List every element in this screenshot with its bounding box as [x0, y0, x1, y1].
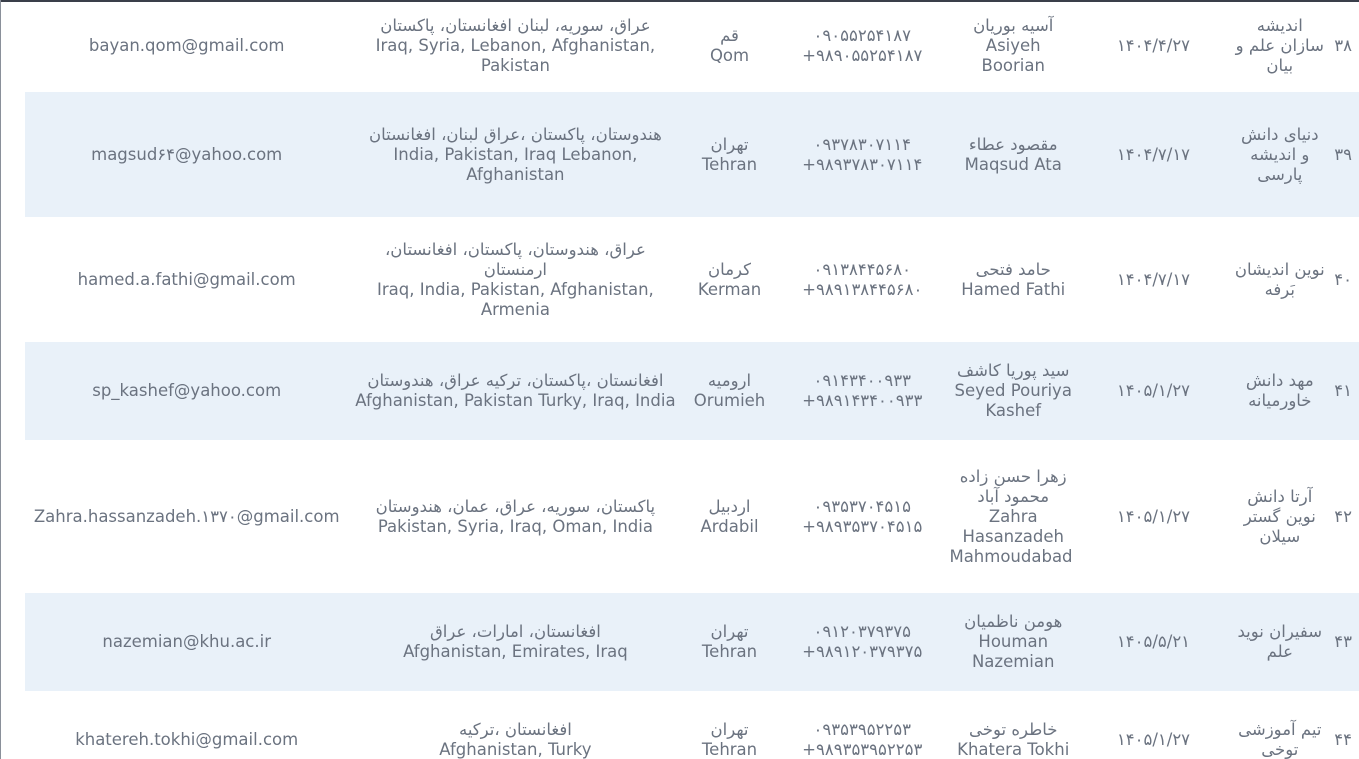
countries [348, 342, 682, 440]
city [682, 440, 776, 593]
row-number: ۴۲ [1334, 506, 1352, 526]
countries-en: Iraq, India, Pakistan, Afghanistan, Armenia [377, 279, 654, 319]
phone-intl: +۹۸۹۳۵۳۷۰۴۵۱۵ [802, 516, 923, 536]
name-en: Seyed Pouriya Kashef [954, 381, 1072, 420]
name-en: Asiyeh Boorian [981, 36, 1045, 75]
name-fa: زهرا حسن زاده محمود آباد [959, 466, 1067, 506]
table-row [25, 217, 1359, 342]
name-en: Zahra Hasanzadeh Mahmoudabad [949, 506, 1073, 566]
city-en: Qom [709, 46, 750, 65]
city-fa: تهران [710, 622, 749, 641]
email: khatereh.tokhi@gmail.com [75, 730, 299, 749]
name-fa: آسیه بوریان [973, 16, 1054, 35]
table-row [25, 593, 1359, 691]
contract-date: ۱۴۰۴/۷/۱۷ [1079, 92, 1229, 217]
phone-local: ۰۹۰۵۵۲۵۴۱۸۷ [813, 26, 912, 45]
city-fa: تهران [710, 720, 749, 739]
table-row [25, 342, 1359, 440]
countries [348, 593, 682, 691]
city-fa: تهران [710, 134, 749, 154]
phone-numbers [777, 92, 948, 217]
agents-table [25, 0, 1359, 759]
countries [348, 92, 682, 217]
countries-fa: افغانستان ،ترکیه [458, 720, 572, 739]
contract-date: ۱۴۰۵/۱/۲۷ [1116, 730, 1191, 749]
name-en: Hamed Fathi [961, 279, 1066, 299]
phone-intl: +۹۸۹۱۳۸۴۴۵۶۸۰ [802, 279, 923, 299]
city [682, 342, 776, 440]
institute-name: آرتا دانش نوین گستر سیلان [1243, 486, 1316, 546]
contract-date: ۱۴۰۴/۷/۱۷ [1116, 269, 1191, 289]
countries-fa: افغانستان، امارات، عراق [429, 622, 601, 641]
representative-name [948, 217, 1079, 342]
table-row [25, 440, 1359, 593]
email: sp_kashef@yahoo.com [25, 342, 348, 440]
countries [348, 691, 682, 759]
phone-intl: +۹۸۹۰۵۵۲۵۴۱۸۷ [802, 46, 923, 65]
representative-name [948, 593, 1079, 691]
city [682, 217, 776, 342]
contract-date: ۱۴۰۵/۱/۲۷ [1079, 342, 1229, 440]
row-number: ۴۳ [1331, 593, 1359, 691]
phone-numbers [777, 0, 948, 92]
phone-numbers [777, 691, 948, 759]
city-fa: کرمان [708, 259, 751, 279]
countries-fa: پاکستان، سوریه، عراق، عمان، هندوستان [375, 496, 656, 516]
phone-numbers [777, 440, 948, 593]
phone-local: ۰۹۳۵۳۹۵۲۲۵۳ [813, 720, 912, 739]
city-en: Tehran [701, 740, 758, 759]
countries-fa: عراق، هندوستان، پاکستان، افغانستان، ارمنستان [384, 239, 646, 279]
phone-local: ۰۹۱۴۳۴۰۰۹۳۳ [813, 371, 912, 390]
name-fa: مقصود عطاء [968, 134, 1058, 154]
city-en: Tehran [701, 642, 758, 661]
email: nazemian@khu.ac.ir [25, 593, 348, 691]
city [682, 691, 776, 759]
phone-numbers [777, 342, 948, 440]
phone-intl: +۹۸۹۳۵۳۹۵۲۲۵۳ [802, 740, 923, 759]
email: magsud۶۴@yahoo.com [25, 92, 348, 217]
name-fa: خاطره توخی [969, 720, 1058, 739]
row-number: ۳۹ [1331, 92, 1359, 217]
countries-en: Afghanistan, Emirates, Iraq [403, 642, 628, 661]
representative-name [948, 0, 1079, 92]
contract-date: ۱۴۰۴/۴/۲۷ [1116, 36, 1191, 55]
phone-local: ۰۹۳۵۳۷۰۴۵۱۵ [813, 496, 912, 516]
countries-fa: افغانستان ،پاکستان، ترکیه عراق، هندوستان [367, 371, 664, 390]
countries [348, 0, 682, 92]
name-fa: سید پوریا کاشف [957, 361, 1070, 380]
city [682, 92, 776, 217]
email: bayan.qom@gmail.com [88, 36, 285, 55]
contract-date: ۱۴۰۵/۱/۲۷ [1116, 506, 1191, 526]
contract-date: ۱۴۰۵/۵/۲۱ [1079, 593, 1229, 691]
name-en: Houman Nazemian [971, 632, 1055, 671]
phone-intl: +۹۸۹۳۷۸۳۰۷۱۱۴ [802, 154, 923, 174]
name-en: Maqsud Ata [964, 154, 1062, 174]
table-row [25, 92, 1359, 217]
city-en: Orumieh [693, 391, 766, 410]
countries-en: Iraq, Syria, Lebanon, Afghanistan, Pakistan [375, 36, 656, 75]
name-fa: حامد فتحی [975, 259, 1051, 279]
phone-local: ۰۹۳۷۸۳۰۷۱۱۴ [813, 134, 912, 154]
phone-numbers [777, 593, 948, 691]
representative-name [948, 691, 1079, 759]
representative-name [948, 342, 1079, 440]
city-fa: اردبیل [708, 496, 751, 516]
institute-name: نوین اندیشان بَرفه [1234, 259, 1325, 299]
city-fa: ارومیه [707, 371, 752, 390]
email: Zahra.hassanzadeh.۱۳۷۰@gmail.com [33, 506, 340, 526]
left-border [0, 0, 1, 759]
countries-en: Afghanistan, Pakistan Turky, Iraq, India [355, 391, 676, 410]
table-row [25, 691, 1359, 759]
institute-name: دنیای دانش و اندیشه پارسی [1228, 92, 1331, 217]
phone-intl: +۹۸۹۱۲۰۳۷۹۳۷۵ [802, 642, 923, 661]
city-en: Kerman [697, 279, 762, 299]
countries-fa: هندوستان، پاکستان ،عراق لبنان، افغانستان [368, 124, 662, 144]
representative-name [948, 440, 1079, 593]
row-number: ۴۴ [1334, 730, 1352, 749]
name-fa: هومن ناظمیان [964, 612, 1063, 631]
countries [348, 217, 682, 342]
countries-en: Pakistan, Syria, Iraq, Oman, India [377, 516, 653, 536]
representative-name [948, 92, 1079, 217]
institute-name: سفیران نوید علم [1228, 593, 1331, 691]
city [682, 0, 776, 92]
phone-local: ۰۹۱۳۸۴۴۵۶۸۰ [813, 259, 912, 279]
email: hamed.a.fathi@gmail.com [77, 269, 296, 289]
row-number: ۳۸ [1334, 36, 1352, 55]
city-en: Ardabil [700, 516, 759, 536]
name-en: Khatera Tokhi [957, 740, 1070, 759]
city-fa: قم [720, 26, 739, 45]
row-number: ۴۱ [1331, 342, 1359, 440]
phone-intl: +۹۸۹۱۴۳۴۰۰۹۳۳ [802, 391, 923, 410]
phone-local: ۰۹۱۲۰۳۷۹۳۷۵ [813, 622, 912, 641]
countries-fa: عراق، سوریه، لبنان افغانستان، پاکستان [380, 16, 651, 35]
city [682, 593, 776, 691]
city-en: Tehran [701, 154, 758, 174]
row-number: ۴۰ [1334, 269, 1352, 289]
institute-name: تیم آموزشی توخی [1238, 720, 1322, 759]
table-row [25, 0, 1359, 92]
institute-name: مهد دانش خاورمیانه [1228, 342, 1331, 440]
countries-en: Afghanistan, Turky [439, 740, 592, 759]
phone-numbers [777, 217, 948, 342]
countries [348, 440, 682, 593]
institute-name: اندیشه سازان علم و بیان [1235, 16, 1324, 75]
countries-en: India, Pakistan, Iraq Lebanon, Afghanistan [393, 144, 638, 184]
